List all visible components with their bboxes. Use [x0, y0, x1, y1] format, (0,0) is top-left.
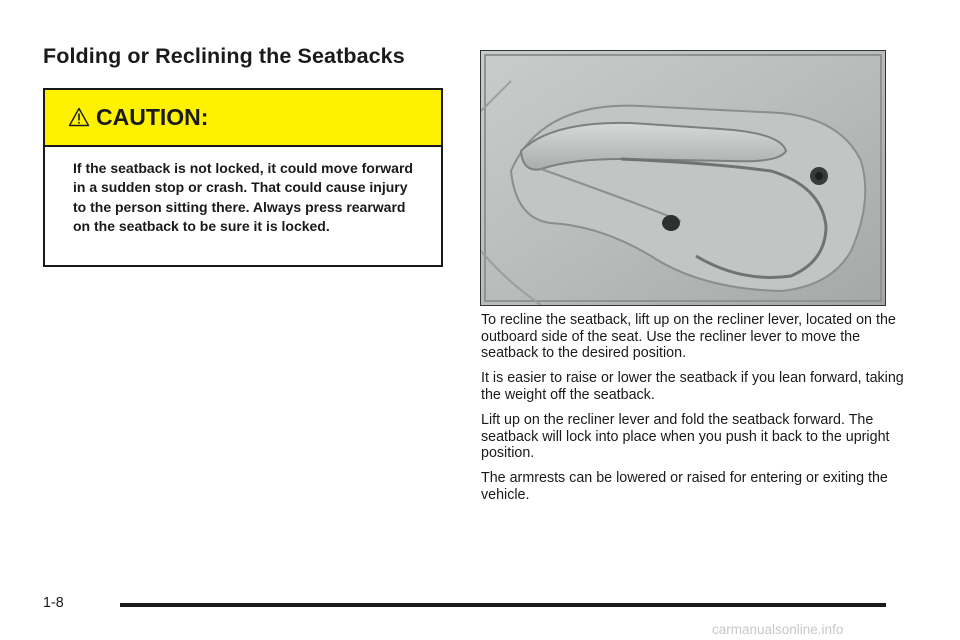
footer-rule	[120, 603, 886, 607]
instructions	[481, 312, 906, 512]
watermark: carmanualsonline.info	[712, 622, 844, 637]
caution-header	[45, 90, 441, 147]
paragraph: To recline the seatback, lift up on the recliner lever, located on the outboard side of the seat. Use the recliner lever to move the seatback to the desired position.	[481, 312, 896, 362]
caution-text: If the seatback is not locked, it could move forward in a sudden stop or crash. That could cause injury to the person sitting there. Always press rearward on the seatback to be sure it is locked.	[73, 160, 413, 234]
warning-triangle-icon	[68, 109, 96, 127]
paragraph: It is easier to raise or lower the seatback if you lean forward, taking the weight off the seatback.	[481, 370, 904, 403]
paragraph: The armrests can be lowered or raised for entering or exiting the vehicle.	[481, 470, 888, 503]
page-number: 1-8	[43, 595, 64, 611]
caution-label: CAUTION:	[96, 104, 209, 130]
caution-box	[43, 88, 443, 267]
paragraph: Lift up on the recliner lever and fold the seatback forward. The seatback will lock into place when you push it back to the upright position.	[481, 411, 890, 462]
page-title: Folding or Reclining the Seatbacks	[43, 44, 405, 68]
recliner-lever-photo	[480, 50, 886, 306]
